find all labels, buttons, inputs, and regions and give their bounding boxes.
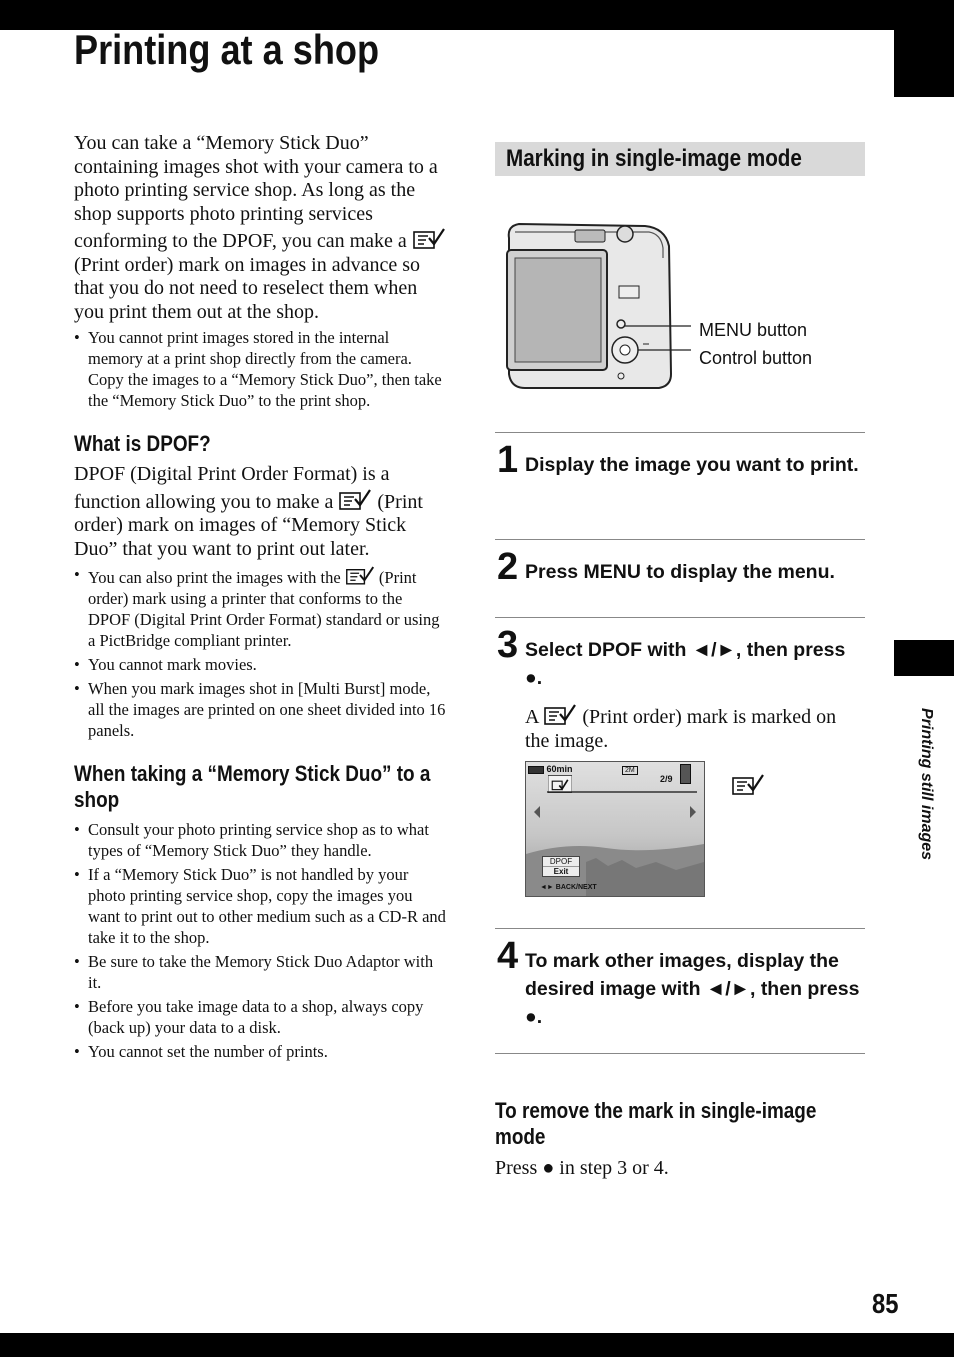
menu-button-label: MENU button <box>699 320 808 340</box>
top-tab <box>894 0 954 97</box>
print-order-icon <box>412 226 446 250</box>
note-text-b: (Print order) mark is marked on the image. <box>525 706 837 752</box>
image-size-badge: 2M <box>622 766 638 775</box>
step-2 <box>495 539 865 617</box>
list-item: • You cannot set the number of prints. <box>74 1041 446 1062</box>
section-heading <box>495 142 865 176</box>
side-label: Printing still images <box>918 708 935 861</box>
dpof-text-a: DPOF (Digital Print Order Format) is a function allowing you to make a <box>74 463 390 513</box>
dpof-paragraph <box>74 463 446 561</box>
print-order-icon <box>338 487 372 511</box>
list-item: • Consult your photo printing service shop as to what types of “Memory Stick Duo” they handle. <box>74 819 446 861</box>
step-text: Press MENU to display the menu. <box>525 561 835 583</box>
remove-text: Press ● in step 3 or 4. <box>495 1157 669 1179</box>
right-column <box>495 142 865 1180</box>
print-order-icon <box>345 564 375 586</box>
step-number: 2 <box>497 546 519 588</box>
dpof-text-b: (Print order) mark on images of “Memory Stick Duo” that you want to print out later. <box>74 490 423 560</box>
intro-paragraph <box>74 132 446 324</box>
screen-area <box>495 761 865 909</box>
list-item <box>74 564 446 651</box>
note-text-a: A <box>525 706 539 728</box>
left-column <box>74 132 446 1065</box>
battery-icon <box>528 766 544 774</box>
list-item: • Be sure to take the Memory Stick Duo Adaptor with it. <box>74 951 446 993</box>
shop-heading: When taking a “Memory Stick Duo” to a shop <box>74 761 431 812</box>
step-1 <box>495 432 865 539</box>
list-item: • If a “Memory Stick Duo” is not handled by your photo printing service shop, copy the images you want to print out to other medium such as a CD-R and take it to the shop. <box>74 864 446 948</box>
screen-menu <box>542 856 580 877</box>
list-item: • Before you take image data to a shop, always copy (back up) your data to a disk. <box>74 996 446 1038</box>
section-heading-text: Marking in single-image mode <box>506 145 802 172</box>
list-item: • You cannot mark movies. <box>74 654 446 675</box>
control-button-label: Control button <box>699 348 813 368</box>
page-number: 85 <box>872 1288 899 1319</box>
camera-screen <box>525 761 705 897</box>
intro-text-b: (Print order) mark on images in advance so that you do not need to reselect them when you print them out at the shop. <box>74 253 421 323</box>
print-order-icon <box>543 702 577 726</box>
step-text: Select DPOF with ◄/►, then press ●. <box>525 639 846 689</box>
print-order-icon <box>731 771 765 797</box>
step-number: 1 <box>497 439 519 481</box>
dpof-bullet1-b: (Print order) mark using a printer that conforms to the DPOF (Digital Print Order Format) standard or using a PictBridge compliant printer. <box>88 568 440 650</box>
memory-icon <box>680 764 691 784</box>
battery-text: 60min <box>546 764 573 774</box>
camera-illustration <box>495 176 865 396</box>
menu-item-exit[interactable]: Exit <box>553 867 569 876</box>
callout-line <box>547 787 697 797</box>
bottom-bar <box>0 1333 954 1357</box>
shop-bullets <box>74 819 446 1062</box>
battery-readout <box>528 764 573 774</box>
step-text: Display the image you want to print. <box>525 454 859 476</box>
page-title: Printing at a shop <box>74 26 380 73</box>
intro-bullets <box>74 327 446 411</box>
step-number: 4 <box>497 935 519 977</box>
menu-item-dpof[interactable]: DPOF <box>543 857 579 867</box>
list-item: • When you mark images shot in [Multi Burst] mode, all the images are printed on one sheet divided into 16 panels. <box>74 678 446 741</box>
camera-back-icon <box>495 198 695 398</box>
intro-text-a: You can take a “Memory Stick Duo” containing images shot with your camera to a photo printing service shop. As long as the shop supports photo printing services conforming to the DPOF, you can make a <box>74 132 438 252</box>
step-4 <box>495 928 865 1053</box>
dpof-bullet1-a: You can also print the images with the <box>88 568 341 587</box>
step-number: 3 <box>497 624 519 666</box>
image-count: 2/9 <box>660 774 673 784</box>
dpof-bullets <box>74 564 446 741</box>
step-3-note <box>525 702 865 753</box>
side-tab <box>894 640 954 676</box>
list-item: • You cannot print images stored in the internal memory at a print shop directly from the camera. Copy the images to a “Memory Stick Duo”, then take the “Memory Stick Duo” to the print shop. <box>74 327 446 411</box>
remove-heading: To remove the mark in single-image mode <box>495 1098 817 1149</box>
step-3 <box>495 617 865 928</box>
dpof-heading: What is DPOF? <box>74 431 211 456</box>
step-text: To mark other images, display the desired image with ◄/►, then press ●. <box>525 950 860 1028</box>
screen-nav-hint: ◄► BACK/NEXT <box>540 884 597 891</box>
divider <box>495 1053 865 1054</box>
